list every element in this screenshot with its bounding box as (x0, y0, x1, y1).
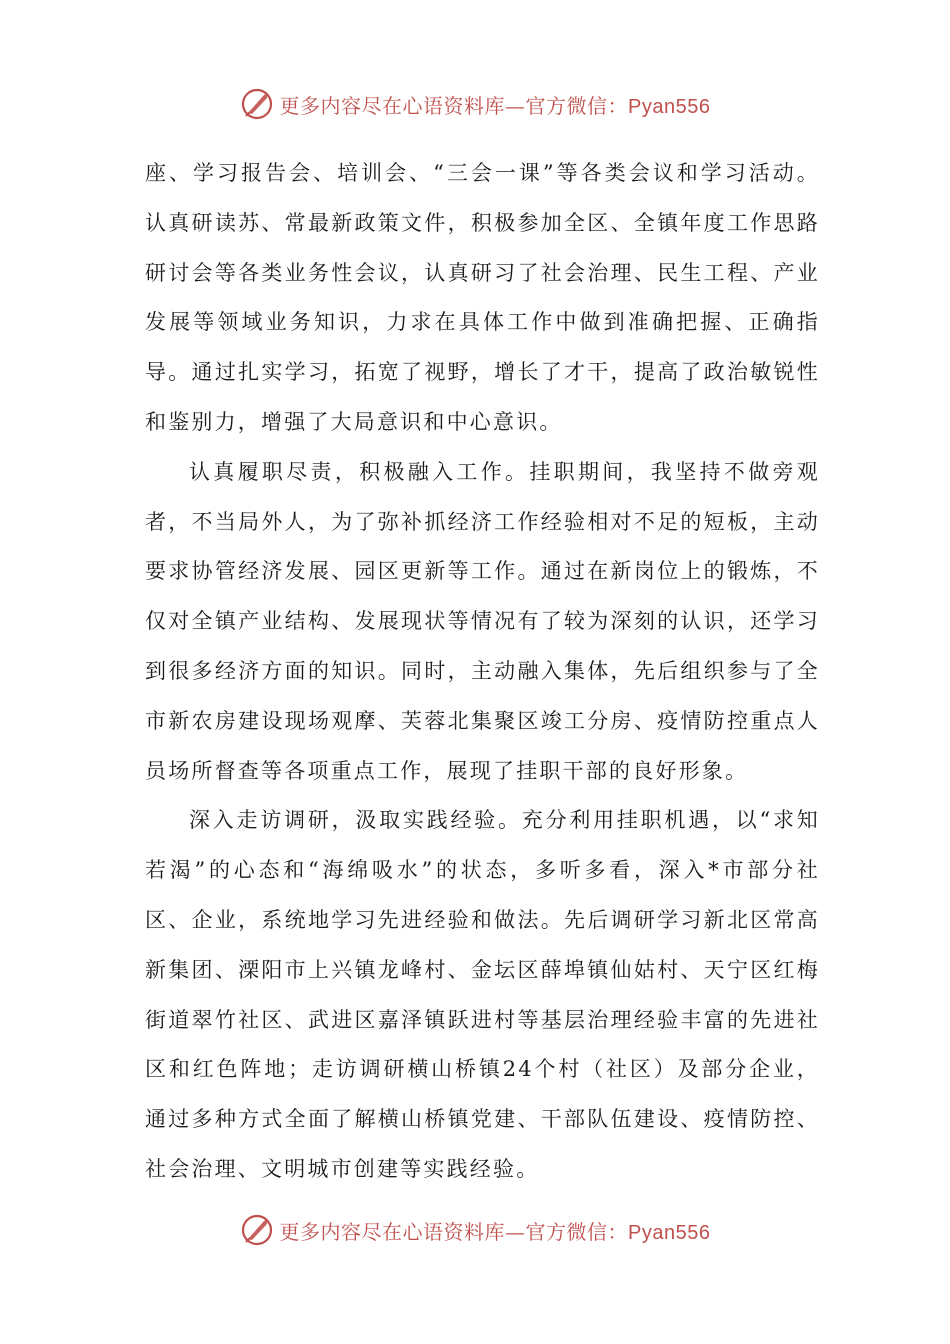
header-banner (0, 84, 950, 124)
header-banner-wechat-id: Pyan556 (628, 95, 711, 118)
footer-banner-wechat-id: Pyan556 (628, 1221, 711, 1244)
paragraph-research: 深入走访调研，汲取实践经验。充分利用挂职机遇，以“求知若渴”的心态和“海绵吸水”的状态，多听多看，深入*市部分社区、企业，系统地学习先进经验和做法。先后调研学习新北区常高新集团、溧阳市上兴镇龙峰村、金坛区薛埠镇仙姑村、天宁区红梅街道翠竹社区、武进区嘉泽镇跃进村等基层治理经验丰富的先进社区和红色阵地；走访调研横山桥镇24个村（社区）及部分企业，通过多种方式全面了解横山桥镇党建、干部队伍建设、疫情防控、社会治理、文明城市创建等实践经验。 (145, 808, 820, 1181)
quill-logo-icon (240, 87, 274, 121)
footer-banner-cn: 更多内容尽在心语资料库—官方微信： (279, 1219, 629, 1244)
footer-banner-text (280, 1216, 711, 1245)
header-banner-cn: 更多内容尽在心语资料库—官方微信： (279, 93, 629, 118)
header-banner-text (280, 90, 711, 119)
paragraph-duties: 认真履职尽责，积极融入工作。挂职期间，我坚持不做旁观者，不当局外人，为了弥补抓经济工作经验相对不足的短板，主动要求协管经济发展、园区更新等工作。通过在新岗位上的锻炼，不仅对全镇产业结构、发展现状等情况有了较为深刻的认识，还学习到很多经济方面的知识。同时，主动融入集体，先后组织参与了全市新农房建设现场观摩、芙蓉北集聚区竣工分房、疫情防控重点人员场所督查等各项重点工作，展现了挂职干部的良好形象。 (145, 459, 820, 783)
footer-banner (0, 1210, 950, 1250)
paragraph-continued: 座、学习报告会、培训会、“三会一课”等各类会议和学习活动。认真研读苏、常最新政策文件，积极参加全区、全镇年度工作思路研讨会等各类业务性会议，认真研习了社会治理、民生工程、产业发展等领域业务知识，力求在具体工作中做到准确把握、正确指导。通过扎实学习，拓宽了视野，增长了才干，提高了政治敏锐性和鉴别力，增强了大局意识和中心意识。 (145, 161, 820, 434)
document-body (145, 149, 820, 1195)
quill-logo-icon (240, 1213, 274, 1247)
